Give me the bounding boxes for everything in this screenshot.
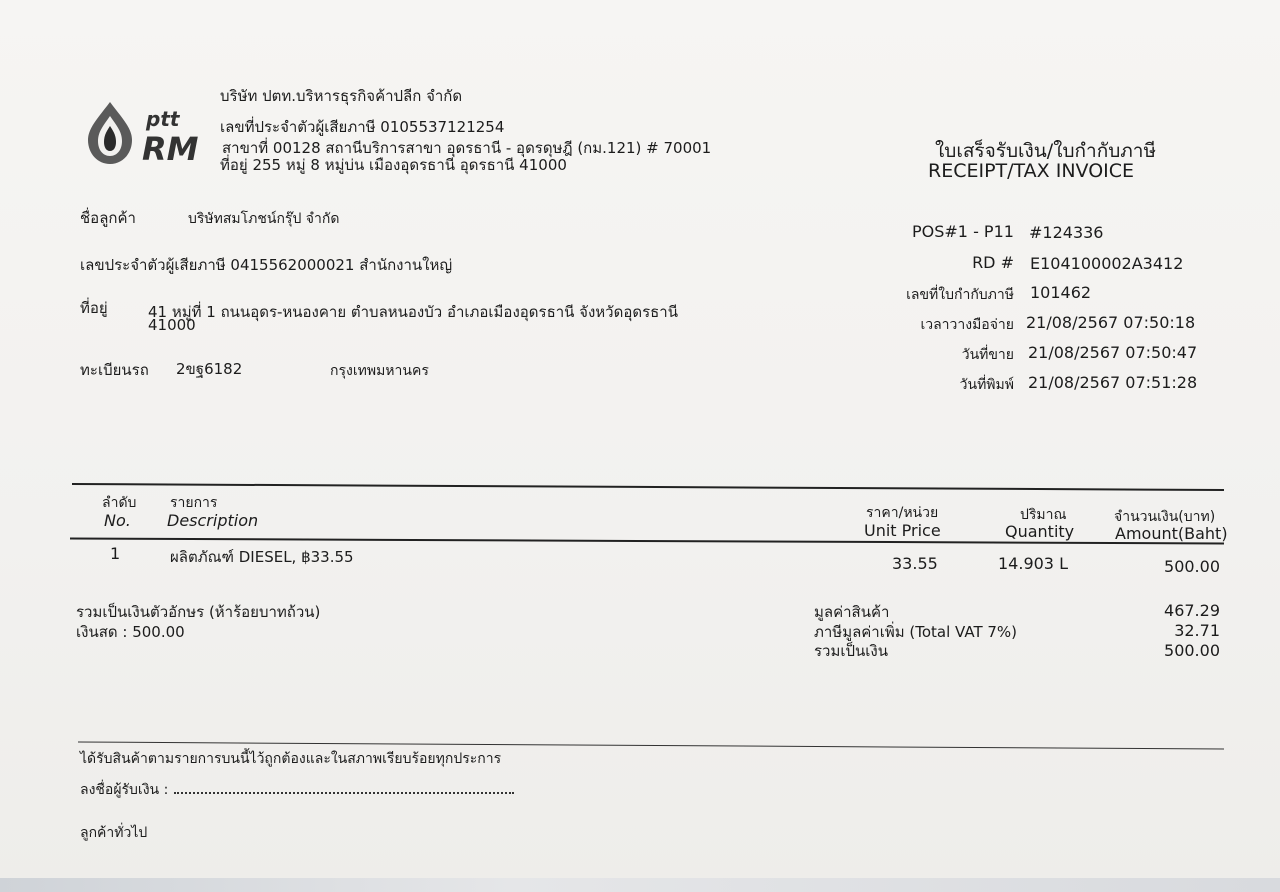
signature-dotted-line bbox=[174, 778, 514, 794]
row-description: ผลิตภัณฑ์ DIESEL, ฿33.55 bbox=[170, 548, 354, 566]
total-value: 500.00 bbox=[1164, 641, 1220, 660]
col-no-th: ลำดับ bbox=[102, 495, 137, 511]
rd-label: RD # bbox=[972, 253, 1014, 272]
plate-value: 2ขฐ6182 bbox=[176, 360, 243, 378]
vat-label: ภาษีมูลค่าเพิ่ม (Total VAT 7%) bbox=[814, 623, 1018, 641]
print-date-label: วันที่พิมพ์ bbox=[959, 377, 1014, 393]
col-qty-en: Quantity bbox=[1005, 522, 1075, 541]
doc-title-thai: ใบเสร็จรับเงิน/ใบกำกับภาษี bbox=[935, 140, 1156, 162]
amount-in-words: รวมเป็นเงินตัวอักษร (ห้าร้อยบาทถ้วน) bbox=[76, 603, 321, 621]
row-amount: 500.00 bbox=[1164, 557, 1220, 576]
col-desc-th: รายการ bbox=[170, 495, 218, 511]
customer-type: ลูกค้าทั่วไป bbox=[80, 825, 148, 841]
pos-label: POS#1 - P11 bbox=[912, 222, 1014, 241]
time-value: 21/08/2567 07:50:18 bbox=[1026, 313, 1196, 332]
col-price-th: ราคา/หน่วย bbox=[866, 505, 939, 521]
company-name: บริษัท ปตท.บริหารธุรกิจค้าปลีก จำกัด bbox=[220, 87, 463, 105]
tax-invoice-label: เลขที่ใบกำกับภาษี bbox=[906, 287, 1014, 303]
customer-address-line2: 41000 bbox=[148, 316, 196, 334]
logo-text-ptt: ptt bbox=[146, 107, 180, 131]
total-label: รวมเป็นเงิน bbox=[814, 642, 888, 660]
table-top-rule bbox=[72, 483, 1224, 491]
sale-date-value: 21/08/2567 07:50:47 bbox=[1028, 343, 1198, 362]
col-amount-th: จำนวนเงิน(บาท) bbox=[1114, 509, 1216, 525]
col-desc-en: Description bbox=[167, 511, 259, 530]
col-amount-en: Amount(Baht) bbox=[1115, 524, 1228, 543]
pos-number: #124336 bbox=[1029, 223, 1104, 242]
logo-text-rm: RM bbox=[142, 130, 199, 168]
signature-line bbox=[80, 778, 514, 801]
goods-value-label: มูลค่าสินค้า bbox=[814, 603, 890, 621]
col-price-en: Unit Price bbox=[864, 521, 941, 540]
doc-title-english: RECEIPT/TAX INVOICE bbox=[928, 160, 1135, 182]
row-quantity: 14.903 L bbox=[998, 554, 1068, 573]
cash-paid: เงินสด : 500.00 bbox=[76, 623, 185, 641]
goods-value: 467.29 bbox=[1164, 601, 1220, 620]
sale-date-label: วันที่ขาย bbox=[961, 347, 1014, 363]
received-statement: ได้รับสินค้าตามรายการบนนี้ไว้ถูกต้องและในสภาพเรียบร้อยทุกประการ bbox=[80, 751, 502, 767]
customer-name-label: ชื่อลูกค้า bbox=[80, 209, 136, 227]
ptt-rm-logo bbox=[84, 96, 212, 168]
customer-name-value: บริษัทสมโภชน์กรุ๊ป จำกัด bbox=[188, 211, 340, 227]
signature-label: ลงชื่อผู้รับเงิน : bbox=[80, 782, 169, 798]
plate-label: ทะเบียนรถ bbox=[80, 361, 149, 379]
customer-address-line1: 41 หมู่ที่ 1 ถนนอุดร-หนองคาย ตำบลหนองบัว อำเภอเมืองอุดรธานี จังหวัดอุดรธานี bbox=[148, 303, 678, 321]
col-no-en: No. bbox=[104, 511, 131, 530]
scan-edge-strip bbox=[0, 878, 1280, 892]
rd-value: E104100002A3412 bbox=[1030, 254, 1184, 273]
col-qty-th: ปริมาณ bbox=[1020, 507, 1067, 523]
vat-value: 32.71 bbox=[1174, 621, 1220, 640]
tax-invoice-value: 101462 bbox=[1030, 283, 1092, 302]
customer-address-label: ที่อยู่ bbox=[80, 299, 108, 317]
company-branch: สาขาที่ 00128 สถานีบริการสาขา อุดรธานี - อุดรดุษฎี (กม.121) # 70001 bbox=[222, 139, 712, 157]
row-no: 1 bbox=[110, 544, 121, 563]
company-tax-id: เลขที่ประจำตัวผู้เสียภาษี 0105537121254 bbox=[220, 118, 505, 136]
print-date-value: 21/08/2567 07:51:28 bbox=[1028, 373, 1198, 392]
company-address: ที่อยู่ 255 หมู่ 8 หมู่บ่น เมืองอุดรธานี อุดรธานี 41000 bbox=[220, 156, 567, 174]
customer-tax-line: เลขประจำตัวผู้เสียภาษี 0415562000021 สำนักงานใหญ่ bbox=[80, 256, 453, 274]
plate-province: กรุงเทพมหานคร bbox=[330, 363, 429, 379]
row-unit-price: 33.55 bbox=[892, 554, 938, 573]
time-label: เวลาวางมือจ่าย bbox=[920, 317, 1014, 333]
